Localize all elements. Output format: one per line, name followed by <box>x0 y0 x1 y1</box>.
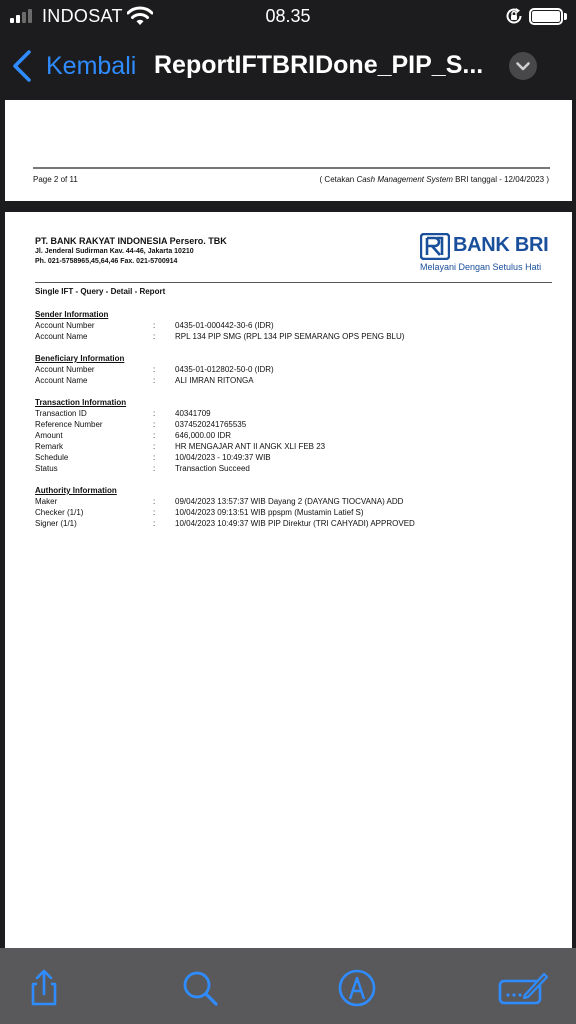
pdf-viewer[interactable] <box>0 96 576 948</box>
row-value: ALI IMRAN RITONGA <box>175 376 254 385</box>
bottom-toolbar <box>0 948 576 1024</box>
title-menu-button[interactable] <box>509 52 537 80</box>
row-separator: : <box>153 409 156 418</box>
detail-row <box>35 332 545 343</box>
row-value: 10/04/2023 09:13:51 WIB ppspm (Mustamin Latief S) <box>175 508 364 517</box>
carrier-name: INDOSAT <box>42 6 123 26</box>
row-label: Checker (1/1) <box>35 508 84 517</box>
back-button[interactable] <box>10 48 136 84</box>
markup-icon <box>337 968 377 1008</box>
detail-row <box>35 409 545 420</box>
pdf-page-previous <box>5 100 572 201</box>
page-number: Page 2 of 11 <box>33 175 78 184</box>
row-separator: : <box>153 442 156 451</box>
detail-row <box>35 420 545 431</box>
header-divider <box>35 282 552 283</box>
detail-row <box>35 497 545 508</box>
row-value: 0374520241765535 <box>175 420 247 429</box>
detail-row <box>35 508 545 519</box>
bank-address: Jl. Jenderal Sudirman Kav. 44-46, Jakarta 10210 <box>35 248 194 255</box>
row-separator: : <box>153 464 156 473</box>
row-separator: : <box>153 365 156 374</box>
footer-divider <box>33 167 550 169</box>
bank-name: PT. BANK RAKYAT INDONESIA Persero. TBK <box>35 236 227 246</box>
row-separator: : <box>153 376 156 385</box>
detail-row <box>35 321 545 332</box>
row-separator: : <box>153 453 156 462</box>
detail-row <box>35 464 545 475</box>
bank-phone: Ph. 021-5758965,45,64,46 Fax. 021-5700914 <box>35 258 178 265</box>
row-label: Transaction ID <box>35 409 87 418</box>
row-label: Amount <box>35 431 63 440</box>
row-label: Maker <box>35 497 58 506</box>
share-icon <box>24 968 64 1008</box>
status-bar <box>0 0 576 36</box>
orientation-lock-icon <box>505 7 523 25</box>
row-value: 10/04/2023 - 10:49:37 WIB <box>175 453 271 462</box>
document-title[interactable]: ReportIFTBRIDone_PIP_S... <box>154 51 484 79</box>
row-separator: : <box>153 497 156 506</box>
row-label: Account Number <box>35 321 95 330</box>
row-label: Reference Number <box>35 420 103 429</box>
detail-row <box>35 365 545 376</box>
row-value: 10/04/2023 10:49:37 WIB PIP Direktur (TRI CAHYADI) APPROVED <box>175 519 415 528</box>
row-label: Status <box>35 464 58 473</box>
row-label: Remark <box>35 442 64 451</box>
section-heading-transaction: Transaction Information <box>35 398 127 407</box>
section-heading-beneficiary: Beneficiary Information <box>35 354 125 363</box>
row-value: 09/04/2023 13:57:37 WIB Dayang 2 (DAYANG TIOCVANA) ADD <box>175 497 404 506</box>
section-heading-sender: Sender Information <box>35 310 109 319</box>
row-value: Transaction Succeed <box>175 464 250 473</box>
row-label: Signer (1/1) <box>35 519 77 528</box>
row-value: 40341709 <box>175 409 211 418</box>
logo-tagline: Melayani Dengan Setulus Hati <box>420 262 542 272</box>
detail-row <box>35 442 545 453</box>
status-time: 08.35 <box>265 6 311 26</box>
back-label: Kembali <box>46 51 137 80</box>
search-icon <box>180 968 220 1008</box>
row-label: Account Name <box>35 332 88 341</box>
row-separator: : <box>153 321 156 330</box>
row-separator: : <box>153 431 156 440</box>
detail-row <box>35 453 545 464</box>
print-note: ( Cetakan Cash Management System BRI tanggal - 12/04/2023 ) <box>319 175 549 184</box>
bri-logo-mark-icon <box>420 233 450 260</box>
row-label: Account Name <box>35 376 88 385</box>
search-button[interactable] <box>180 968 220 1008</box>
annotate-button[interactable] <box>497 968 549 1008</box>
row-value: HR MENGAJAR ANT II ANGK XLI FEB 23 <box>175 442 326 451</box>
chevron-left-icon <box>10 48 34 84</box>
row-value: 646,000.00 IDR <box>175 431 232 440</box>
row-value: 0435-01-000442-30-6 (IDR) <box>175 321 274 330</box>
detail-row <box>35 431 545 442</box>
row-value: 0435-01-012802-50-0 (IDR) <box>175 365 274 374</box>
navigation-bar <box>0 36 576 96</box>
pdf-page-current <box>5 212 572 948</box>
row-label: Schedule <box>35 453 69 462</box>
detail-row <box>35 376 545 387</box>
row-separator: : <box>153 519 156 528</box>
share-button[interactable] <box>24 968 64 1008</box>
report-title: Single IFT - Query - Detail - Report <box>35 287 166 296</box>
row-separator: : <box>153 508 156 517</box>
annotate-icon <box>497 968 549 1008</box>
bank-bri-logo <box>419 232 549 276</box>
row-label: Account Number <box>35 365 95 374</box>
section-heading-authority: Authority Information <box>35 486 117 495</box>
battery-icon <box>529 8 567 25</box>
chevron-down-icon <box>509 52 537 80</box>
row-separator: : <box>153 332 156 341</box>
row-value: RPL 134 PIP SMG (RPL 134 PIP SEMARANG OPS PENG BLU) <box>175 332 405 341</box>
logo-text: BANK BRI <box>453 234 549 256</box>
detail-row <box>35 519 545 530</box>
markup-button[interactable] <box>337 968 377 1008</box>
row-separator: : <box>153 420 156 429</box>
